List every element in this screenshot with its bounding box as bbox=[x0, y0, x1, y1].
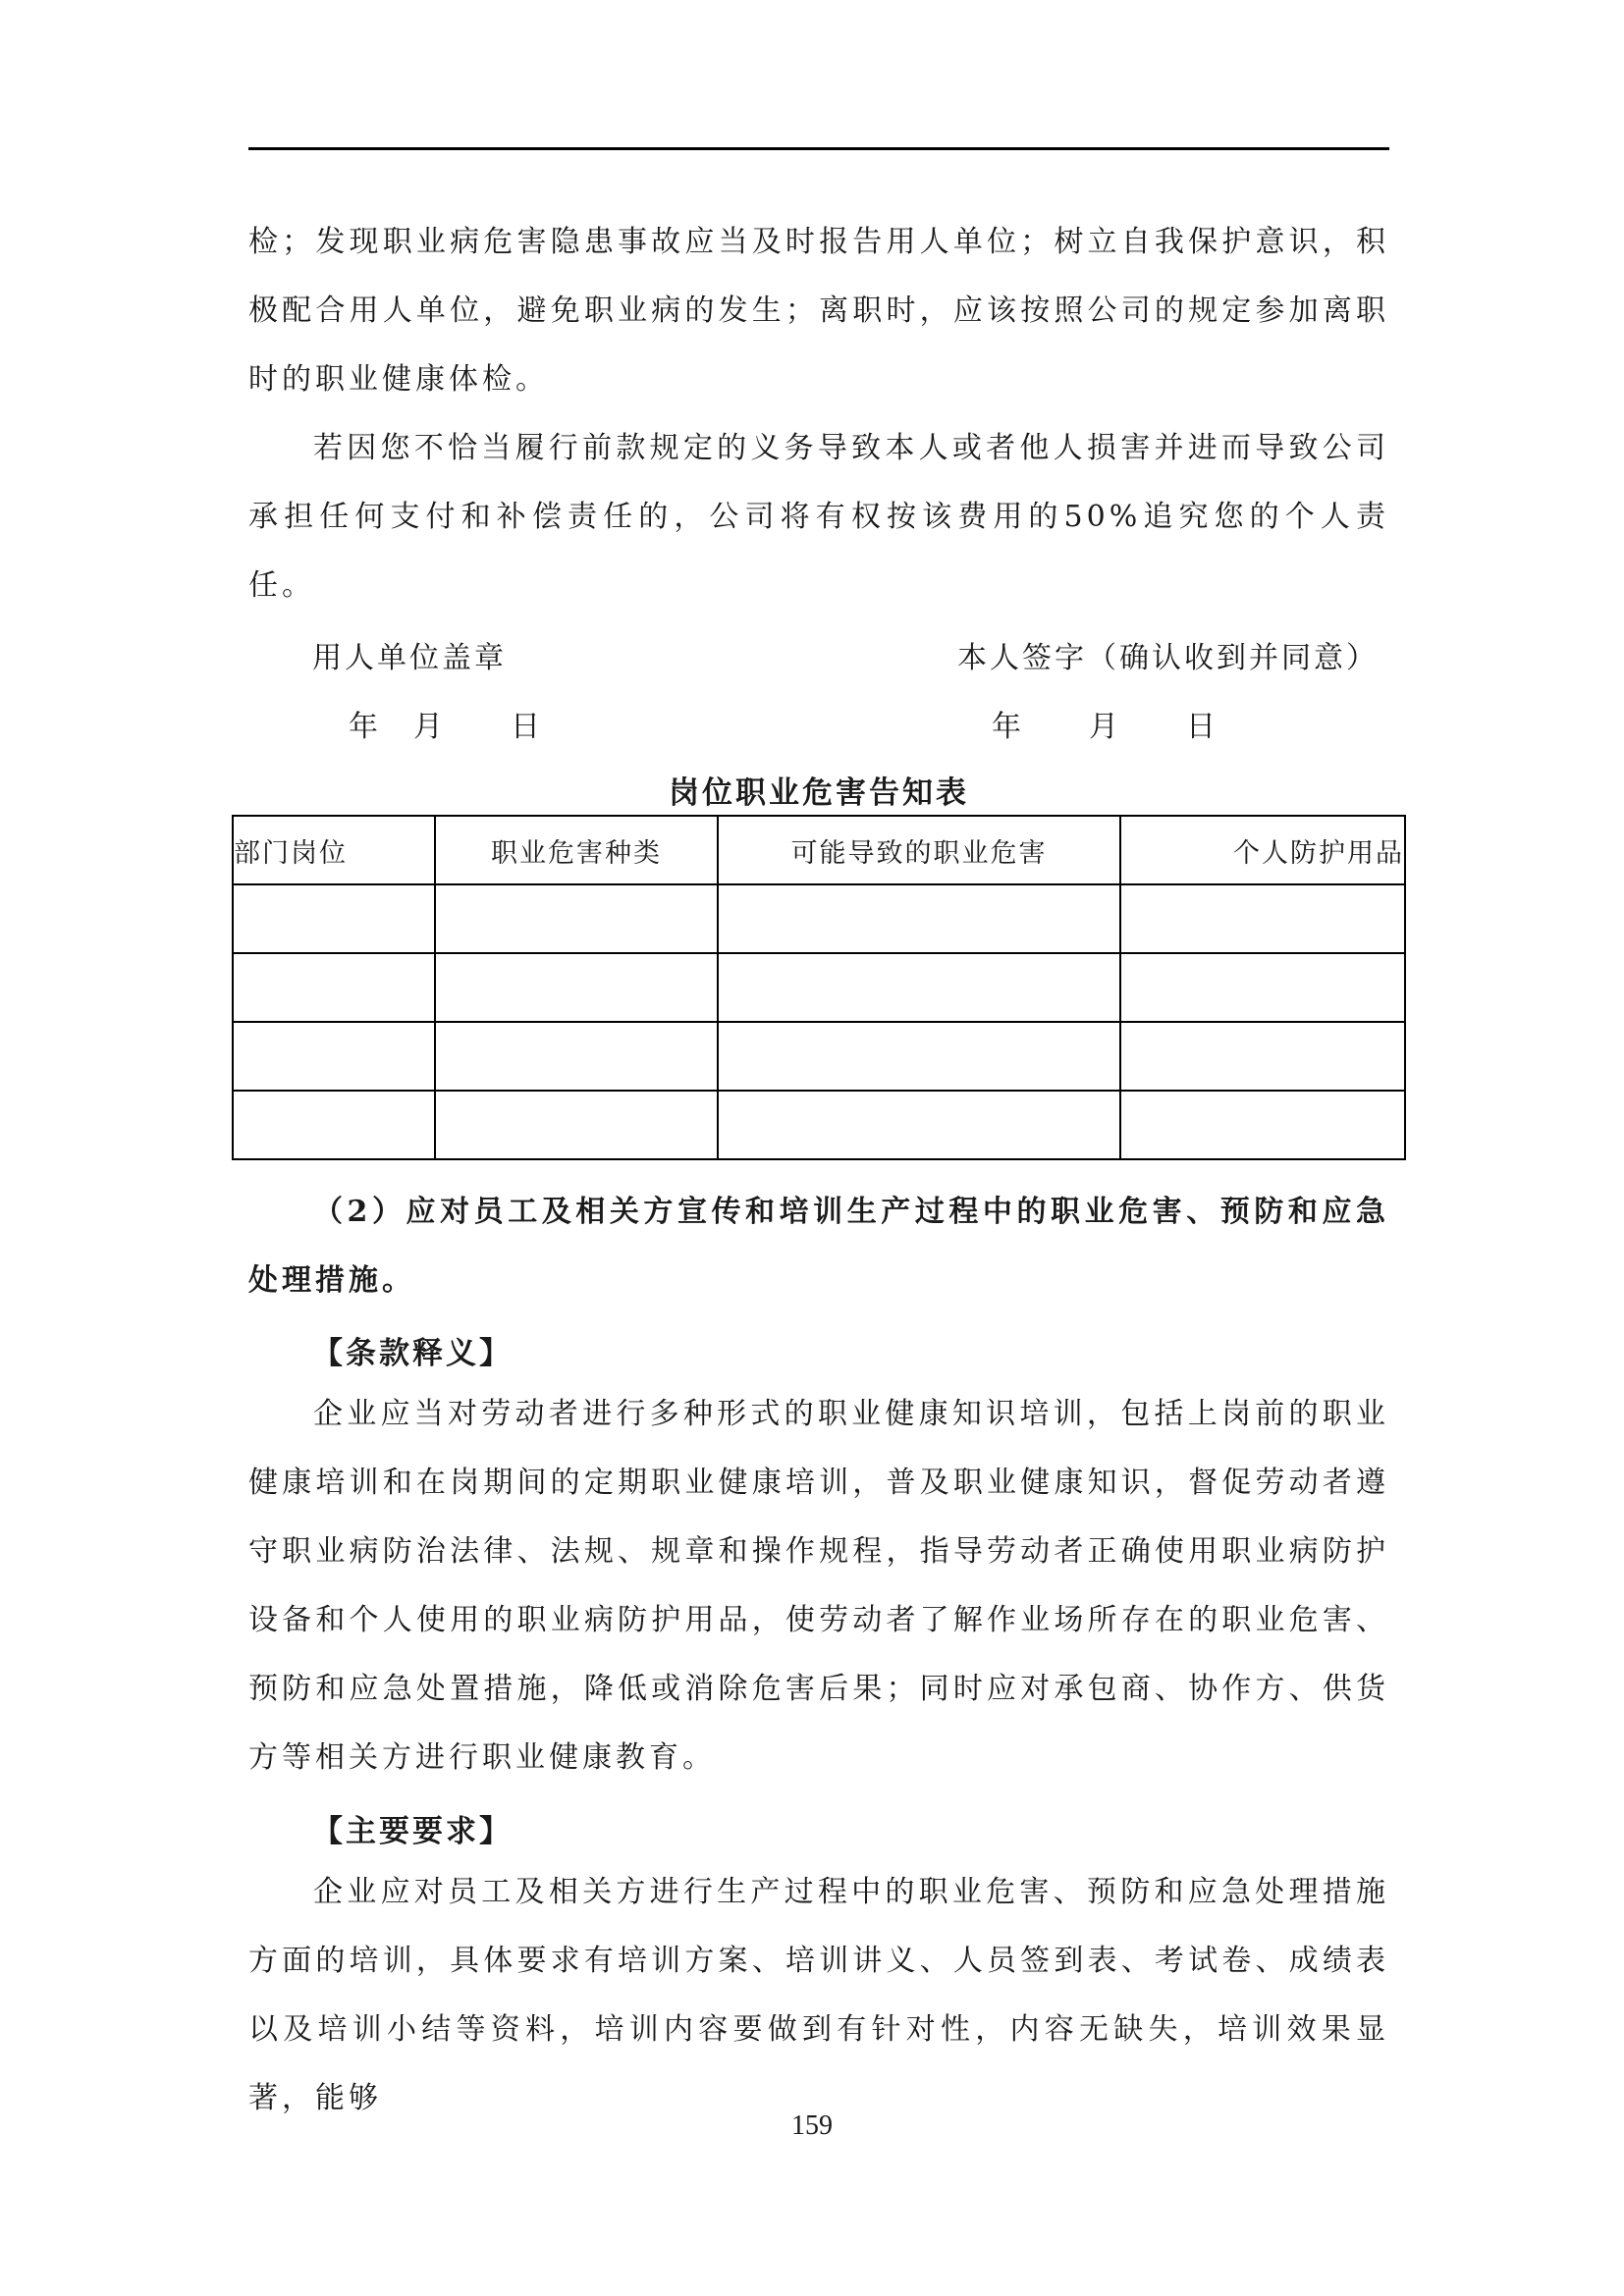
header-department-post: 部门岗位 bbox=[233, 816, 435, 884]
header-possible-hazard: 可能导致的职业危害 bbox=[718, 816, 1120, 884]
table-row bbox=[233, 1091, 1405, 1159]
employee-signature-label: 本人签字（确认收到并同意） bbox=[957, 641, 1379, 675]
section-heading: （2）应对员工及相关方宣传和培训生产过程中的职业危害、预防和应急处理措施。 bbox=[248, 1195, 1389, 1298]
interpretation-text: 企业应当对劳动者进行多种形式的职业健康知识培训，包括上岗前的职业健康培训和在岗期间的定期职业健康培训，普及职业健康知识，督促劳动者遵守职业病防治法律、法规、规章和操作规程，指导劳动者正确使用职业病防护设备和个人使用的职业病防护用品，使劳动者了解作业场所存在的职业危害、预防和应急处置措施，降低或消除危害后果；同时应对承包商、协作方、供货方等相关方进行职业健康教育。 bbox=[248, 1397, 1389, 1775]
table-header-row bbox=[233, 816, 1405, 884]
employee-date: 年 月 日 bbox=[992, 710, 1218, 744]
paragraph-liability: 若因您不恰当履行前款规定的义务导致本人或者他人损害并进而导致公司承担任何支付和补偿责任的，公司将有权按该费用的50%追究您的个人责任。 bbox=[248, 431, 1389, 603]
paragraph-obligations-end: 检；发现职业病危害隐患事故应当及时报告用人单位；树立自我保护意识，积极配合用人单位，避免职业病的发生；离职时，应该按照公司的规定参加离职时的职业健康体检。 bbox=[248, 225, 1389, 397]
table-row bbox=[233, 953, 1405, 1022]
table-cell bbox=[1120, 953, 1405, 1022]
table-cell bbox=[435, 1022, 718, 1091]
table-cell bbox=[1120, 884, 1405, 953]
header-protective-equipment: 个人防护用品 bbox=[1120, 816, 1405, 884]
table-row bbox=[233, 1022, 1405, 1091]
table-cell bbox=[718, 1022, 1120, 1091]
employer-seal-label: 用人单位盖章 bbox=[312, 641, 507, 675]
table-cell bbox=[233, 1022, 435, 1091]
header-hazard-type: 职业危害种类 bbox=[435, 816, 718, 884]
table-cell bbox=[233, 884, 435, 953]
table-cell bbox=[718, 953, 1120, 1022]
table-row bbox=[233, 884, 1405, 953]
table-cell bbox=[435, 1091, 718, 1159]
table-cell bbox=[233, 1091, 435, 1159]
table-cell bbox=[233, 953, 435, 1022]
page-number: 159 bbox=[791, 2110, 833, 2141]
requirements-text: 企业应对员工及相关方进行生产过程中的职业危害、预防和应急处理措施方面的培训，具体要求有培训方案、培训讲义、人员签到表、考试卷、成绩表以及培训小结等资料，培训内容要做到有针对性，内容无缺失，培训效果显著，能够 bbox=[248, 1875, 1389, 2115]
table-cell bbox=[718, 884, 1120, 953]
interpretation-label: 【条款释义】 bbox=[312, 1336, 513, 1371]
employer-date: 年 月 日 bbox=[349, 710, 543, 744]
table-cell bbox=[435, 884, 718, 953]
table-cell bbox=[1120, 1022, 1405, 1091]
hazard-notice-table bbox=[232, 815, 1406, 1160]
table-cell bbox=[1120, 1091, 1405, 1159]
table-cell bbox=[435, 953, 718, 1022]
header-rule bbox=[248, 147, 1389, 150]
table-cell bbox=[718, 1091, 1120, 1159]
table-title: 岗位职业危害告知表 bbox=[669, 775, 969, 811]
requirements-label: 【主要要求】 bbox=[312, 1814, 513, 1849]
